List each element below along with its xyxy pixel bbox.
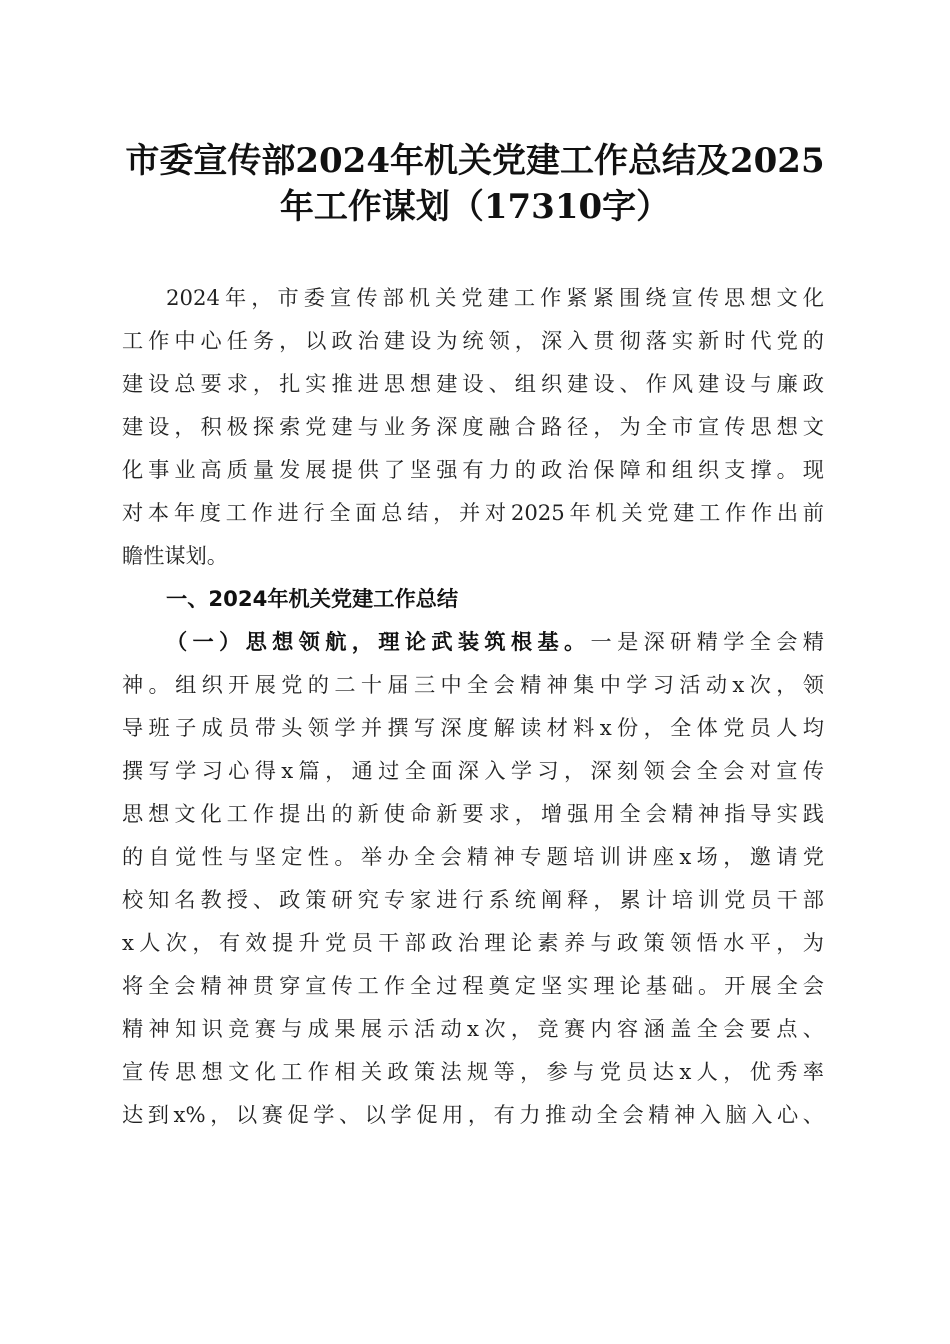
paragraph-line: 将全会精神贯穿宣传工作全过程奠定坚实理论基础。开展全会 [122, 973, 824, 998]
paragraph-line: 神。组织开展党的二十届三中全会精神集中学习活动x次，领 [122, 672, 824, 697]
paragraph-line: 化事业高质量发展提供了坚强有力的政治保障和组织支撑。现 [122, 457, 824, 482]
paragraph-line: 建设，积极探索党建与业务深度融合路径，为全市宣传思想文 [122, 414, 824, 439]
paragraph-line: 达到x%，以赛促学、以学促用，有力推动全会精神入脑入心、 [122, 1102, 824, 1127]
subsection-first-line-text: 一是深研精学全会精 [590, 629, 824, 654]
paragraph-line: 校知名教授、政策研究专家进行系统阐释，累计培训党员干部 [122, 887, 824, 912]
paragraph-line: x人次，有效提升党员干部政治理论素养与政策领悟水平，为 [122, 930, 824, 955]
paragraph-line: 导班子成员带头领学并撰写深度解读材料x份，全体党员人均 [122, 715, 824, 740]
paragraph-line: 对本年度工作进行全面总结，并对2025年机关党建工作作出前 [122, 500, 824, 525]
title-line-2: 年工作谋划（17310字） [279, 187, 671, 227]
paragraph-line: 精神知识竞赛与成果展示活动x次，竞赛内容涵盖全会要点、 [122, 1016, 824, 1041]
document-body [122, 276, 824, 1136]
paragraph-line: 工作中心任务，以政治建设为统领，深入贯彻落实新时代党的 [122, 328, 824, 353]
title-line-1: 市委宣传部2024年机关党建工作总结及2025 [125, 141, 825, 181]
paragraph-line: 瞻性谋划。 [122, 543, 228, 568]
paragraph-line: 的自觉性与坚定性。举办全会精神专题培训讲座x场，邀请党 [122, 844, 824, 869]
subsection-label: （一）思想领航，理论武装筑根基。 [166, 629, 591, 654]
paragraph-line: 建设总要求，扎实推进思想建设、组织建设、作风建设与廉政 [122, 371, 824, 396]
paragraph-line [122, 620, 824, 663]
document-title [100, 138, 850, 230]
paragraph-line: 2024年，市委宣传部机关党建工作紧紧围绕宣传思想文化 [166, 285, 824, 310]
paragraph-line: 撰写学习心得x篇，通过全面深入学习，深刻领会全会对宣传 [122, 758, 824, 783]
paragraph-line: 思想文化工作提出的新使命新要求，增强用全会精神指导实践 [122, 801, 824, 826]
paragraph-line: 宣传思想文化工作相关政策法规等，参与党员达x人，优秀率 [122, 1059, 824, 1084]
section-heading: 一、2024年机关党建工作总结 [166, 586, 459, 611]
subsection-paragraph [122, 620, 824, 1136]
intro-paragraph [122, 276, 824, 577]
